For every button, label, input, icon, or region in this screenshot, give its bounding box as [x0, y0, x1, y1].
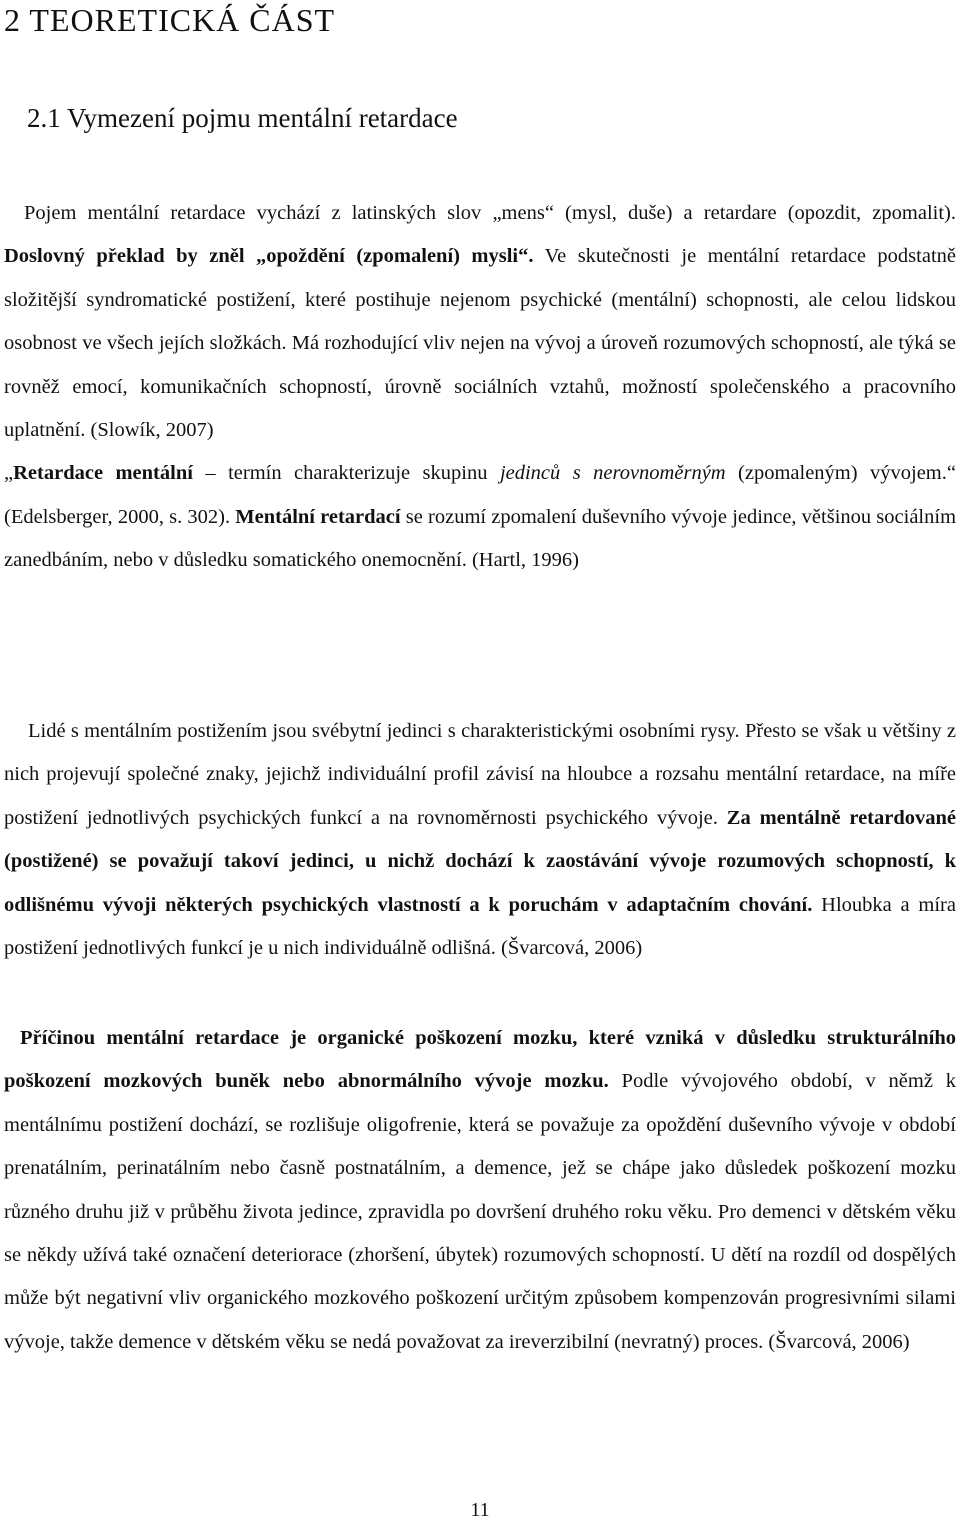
term-mentalni-retardaci: Mentální retardací — [235, 505, 401, 528]
quote-term: Retardace mentální — [13, 462, 193, 485]
paragraph-characteristics — [4, 710, 956, 970]
paragraph-causes — [4, 1017, 956, 1364]
paragraph3-bold-cause: Příčinou mentální retardace je organické poškození mozku, které vzniká v důsledku strukturálního poškození mozkových buněk nebo abnormálního vývoje mozku. — [4, 1027, 956, 1093]
section-heading: 2.1 Vymezení pojmu mentální retardace — [27, 103, 458, 133]
paragraph1-sentence1: Pojem mentální retardace vychází z latinských slov „mens“ (mysl, duše) a retardare (opozdit, zpomalit). — [24, 202, 956, 224]
paragraph2-sentence3: Hloubka a míra postižení jednotlivých funkcí je u nich individuálně odlišná. (Švarcová, 2006) — [4, 893, 956, 960]
quote-italic: jedinců s nerovnoměrným — [499, 462, 726, 485]
quote-end: (zpomaleným) vývojem.“ (Edelsberger, 2000, s. 302). — [4, 462, 956, 528]
paragraph1-sentence3: Ve skutečnosti je mentální retardace podstatně složitější syndromatické postižení, které postihuje nejenom psychické (mentální) schopnosti, ale celou lidskou osobnost ve všech jejích složkách. Má rozhodující vliv nejen na vývoj a úroveň rozumových schopností, ale týká se rovněž emocí, komunikačních schopností, úrovně sociálních vztahů, možností společenského a pracovního uplatnění. (Slowík, 2007) — [4, 245, 956, 442]
paragraph2-bold-definition: Za mentálně retardované (postižené) se považují takoví jedinci, u nichž dochází k zaostávání vývoje rozumových schopností, k odlišnému vývoji některých psychických vlastností a k poruchám v adaptačním chování. — [4, 806, 956, 916]
paragraph3-body: Podle vývojového období, v němž k mentálnímu postižení dochází, se rozlišuje oligofrenie, která se považuje za opoždění duševního vývoje v období prenatálním, perinatálním nebo časně postnatálním, a demence, jež se chápe jako důsledek poškození mozku různého druhu již v průběhu života jedince, zpravidla po dovršení druhého roku věku. Pro demenci v dětském věku se někdy užívá také označení deteriorace (zhoršení, úbytek) rozumových schopností. U dětí na rozdíl od dospělých může být negativní vliv organického mozkového poškození určitým způsobem kompenzován progresivními silami vývoje, takže demence v dětském věku se nedá považovat za ireverzibilní (nevratný) proces. (Švarcová, 2006) — [4, 1070, 956, 1353]
paragraph2-sentence1: Lidé s mentálním postižením jsou svébytní jedinci s charakteristickými osobními rysy. Přesto se však u většiny z nich projevují společné znaky, jejichž individuální profil závisí na hloubce a rozsahu mentální retardace, na míře postižení jednotlivých psychických funkcí a na rovnoměrnosti psychického vývoje. — [4, 720, 956, 829]
paragraph-definition — [4, 192, 956, 583]
quote-open-mark: „ — [4, 462, 14, 485]
paragraph1-sentence4: se rozumí zpomalení duševního vývoje jedince, většinou sociálním zanedbáním, nebo v důsledku somatického onemocnění. (Hartl, 1996) — [4, 505, 957, 572]
quote-middle: – termín charakterizuje skupinu — [192, 462, 500, 485]
page-number: 11 — [470, 1499, 490, 1521]
paragraph1-literal-translation: Doslovný překlad by zněl „opoždění (zpomalení) mysli“. — [4, 245, 534, 268]
chapter-heading: 2 TEORETICKÁ ČÁST — [4, 2, 336, 38]
